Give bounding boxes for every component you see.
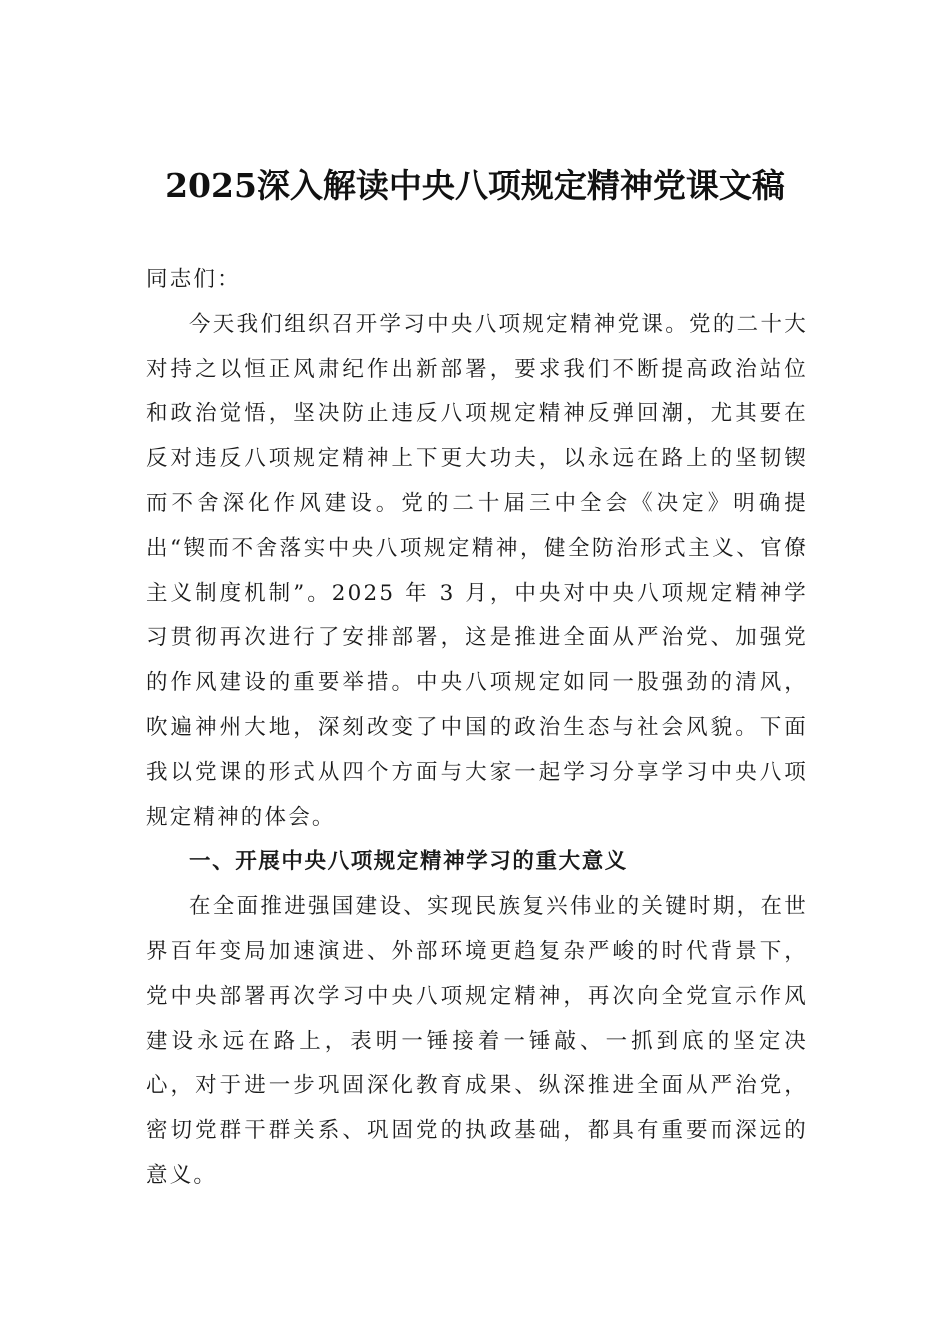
document-body <box>146 258 808 1199</box>
salutation: 同志们： <box>146 267 241 292</box>
intro-paragraph: 今天我们组织召开学习中央八项规定精神党课。党的二十大对持之以恒正风肃纪作出新部署，要求我们不断提高政治站位和政治觉悟，坚决防止违反八项规定精神反弹回潮，尤其要在反对违反八项规定精神上下更大功夫，以永远在路上的坚韧锲而不舍深化作风建设。党的二十届三中全会《决定》明确提出“锲而不舍落实中央八项规定精神，健全防治形式主义、官僚主义制度机制”。2025 年 3 月，中央对中央八项规定精神学习贯彻再次进行了安排部署，这是推进全面从严治党、加强党的作风建设的重要举措。中央八项规定如同一股强劲的清风，吹遍神州大地，深刻改变了中国的政治生态与社会风貌。下面我以党课的形式从四个方面与大家一起学习分享学习中央八项规定精神的体会。 <box>146 311 808 830</box>
section-heading-1: 一、开展中央八项规定精神学习的重大意义 <box>189 849 628 875</box>
document-title: 2025深入解读中央八项规定精神党课文稿 <box>165 166 785 205</box>
section-1-paragraph: 在全面推进强国建设、实现民族复兴伟业的关键时期，在世界百年变局加速演进、外部环境更趋复杂严峻的时代背景下，党中央部署再次学习中央八项规定精神，再次向全党宣示作风建设永远在路上，表明一锤接着一锤敲、一抓到底的坚定决心，对于进一步巩固深化教育成果、纵深推进全面从严治党，密切党群干群关系、巩固党的执政基础，都具有重要而深远的意义。 <box>146 894 808 1188</box>
